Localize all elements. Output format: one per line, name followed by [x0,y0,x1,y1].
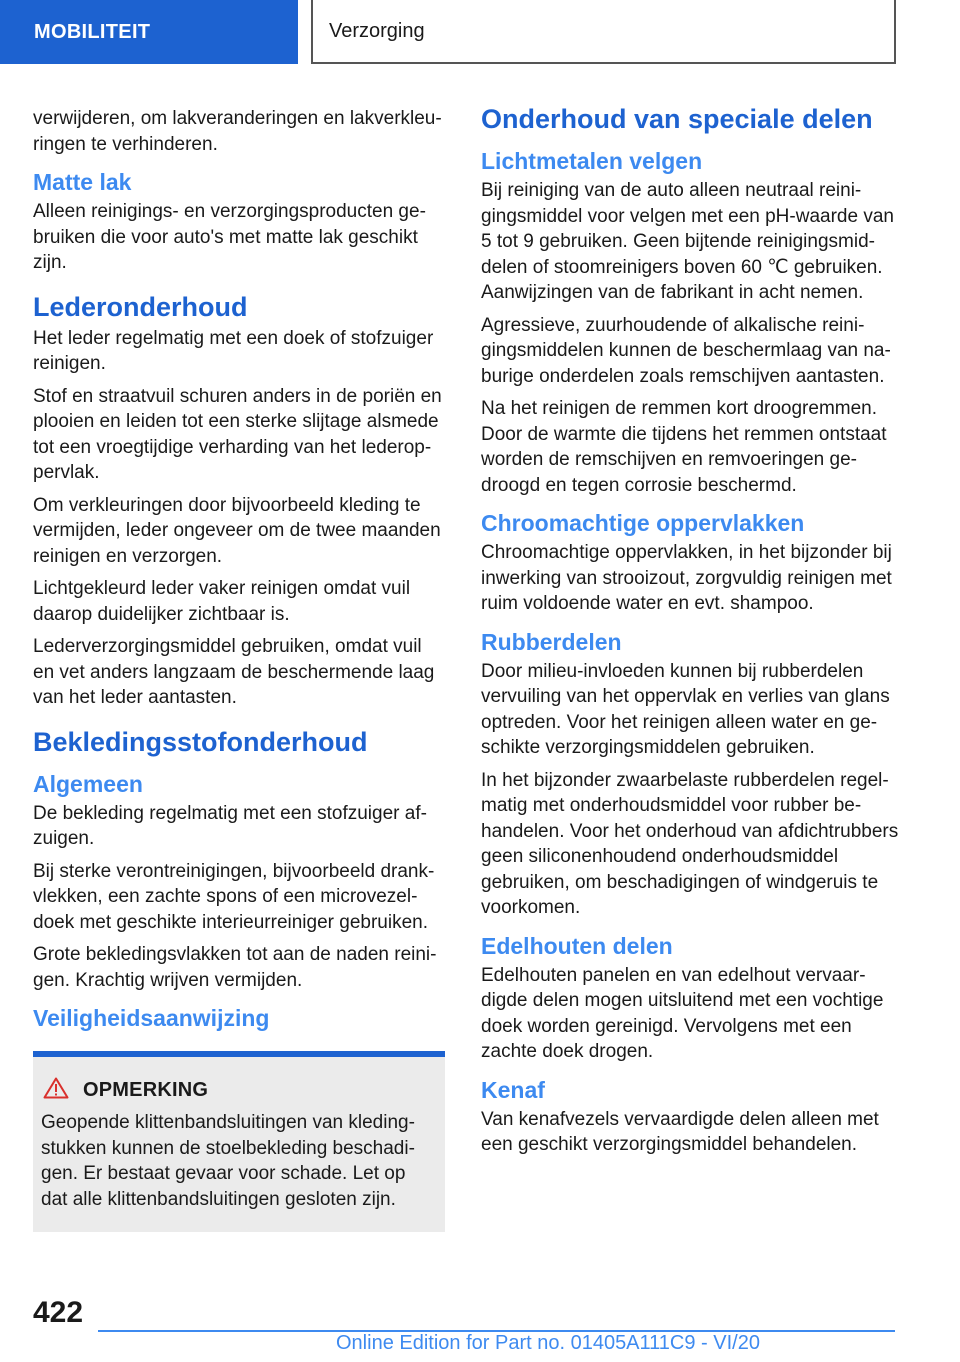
chrome-surfaces-heading: Chroomachtige oppervlakken [481,510,805,536]
kenaf-paragraph: Van kenafvezels vervaardigde delen alleen met een geschikt verzorgingsmiddel behandelen. [481,1108,879,1155]
warning-triangle-icon [43,1077,69,1104]
alloy-rims-heading: Lichtmetalen velgen [481,148,703,174]
rims-paragraph: Bij reiniging van de auto alleen neutraal reinigingsmiddel voor velgen met een pH-waarde van 5 tot 9 gebruiken. Geen bijtende reinigingsmiddelen of stoomreinigers boven 60 ℃ gebruiken. Aanwijzingen van de fabrikant in acht nemen. [481,180,894,303]
upholstery-care-heading: Bekledingsstofonderhoud [33,726,368,757]
left-column [33,100,445,1232]
leather-paragraph: Lederverzorgingsmiddel gebruiken, omdat vuil en vet anders langzaam de beschermende laag van het leder aantasten. [33,636,435,708]
rims-paragraph: Agressieve, zuurhoudende of alkalische reinigingsmiddelen kunnen de beschermlaag van naburige onderdelen zoals remschijven aantasten. [481,314,891,387]
general-paragraph: De bekleding regelmatig met een stofzuiger afzuigen. [33,802,427,849]
leather-paragraph: Stof en straatvuil schuren anders in de poriën en plooien en leiden tot een sterke slijtage alsmede tot een vroegtijdige verharding van het lederoppervlak. [33,385,442,483]
matte-paint-heading: Matte lak [33,169,132,195]
notice-title: OPMERKING [83,1079,209,1101]
rubber-paragraph: In het bijzonder zwaarbelaste rubberdelen regelmatig met onderhoudsmiddel voor rubber behandelen. Voor het onderhoud van afdichtrubbers geen siliconenhoudend onderhoudsmiddel gebruiken, om beschadigingen of windgeruis te voorkomen. [481,769,899,918]
special-parts-heading: Onderhoud van speciale delen [481,104,873,134]
leather-paragraph: Het leder regelmatig met een doek of stofzuiger reinigen. [33,327,434,374]
general-paragraph: Bij sterke verontreinigingen, bijvoorbeeld drankvlekken, een zachte spons of een microvezeldoek met geschikte interieurreiniger gebruiken. [33,860,435,933]
general-heading: Algemeen [33,770,143,797]
rims-paragraph: Na het reinigen de remmen kort droogremmen. Door de warmte die tijdens het remmen ontstaat worden de remschijven en remvoeringen gedroogd en tegen corrosie beschermd. [481,398,887,496]
general-paragraph: Grote bekledingsvlakken tot aan de naden reinigen. Krachtig wrijven vermijden. [33,944,437,991]
right-column [481,100,899,1165]
leather-paragraph: Lichtgekleurd leder vaker reinigen omdat vuil daarop duidelijker zichtbaar is. [33,578,411,625]
wood-paragraph: Edelhouten panelen en van edelhout vervaardigde delen mogen uitsluitend met een vochtige doek worden gereinigd. Vervolgens met een zachte doek drogen. [481,964,884,1062]
page-number: 422 [33,1296,84,1329]
matte-paint-text: Alleen reinigings- en verzorgingsproducten gebruiken die voor auto's met matte lak geschikt zijn. [33,201,426,273]
leather-paragraph: Om verkleuringen door bijvoorbeeld kleding te vermijden, leder ongeveer om de twee maanden reinigen en verzorgen. [33,494,441,567]
notice-text: Geopende klittenbandsluitingen van kledingstukken kunnen de stoelbekleding beschadigen. Er bestaat gevaar voor schade. Let op dat alle klittenbandsluitingen gesloten zijn. [41,1112,415,1210]
edition-footer: Online Edition for Part no. 01405A111C9 - VI/20 [336,1332,760,1354]
leather-care-heading: Lederonderhoud [33,291,248,322]
notice-header [41,1077,433,1104]
kenaf-heading: Kenaf [481,1076,545,1103]
notice-box [33,1051,445,1232]
section-tab: MOBILITEIT [0,0,298,64]
intro-paragraph: verwijderen, om lakveranderingen en lakverkleuringen te verhinderen. [33,108,442,155]
safety-heading: Veiligheidsaanwijzing [33,1005,270,1031]
chapter-title: Verzorging [311,0,896,64]
rubber-paragraph: Door milieu-invloeden kunnen bij rubberdelen vervuiling van het oppervlak en verlies van glans optreden. Voor het reinigen alleen water en geschikte verzorgingsmiddelen gebruiken. [481,660,890,758]
rubber-parts-heading: Rubberdelen [481,628,622,655]
chrome-paragraph: Chroomachtige oppervlakken, in het bijzonder bij inwerking van strooizout, zorgvuldig reinigen met ruim voldoende water en evt. shampoo. [481,542,892,614]
fine-wood-heading: Edelhouten delen [481,932,673,959]
